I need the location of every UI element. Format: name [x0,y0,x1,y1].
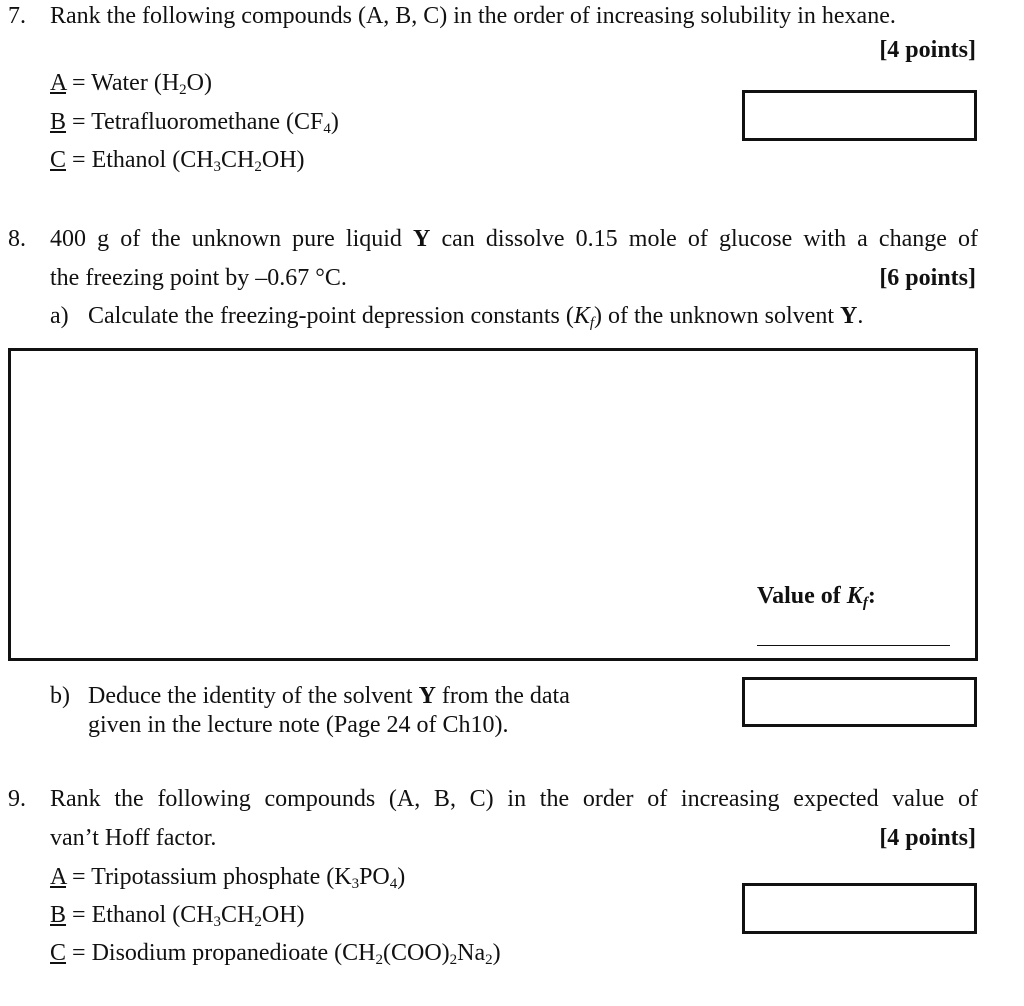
q7-option-b [50,108,339,136]
q9-answer-box[interactable] [742,883,977,934]
formula-subscript: 2 [449,952,458,968]
compound-name: Ethanol (CH [91,902,214,928]
formula-part: (COO) [383,940,450,966]
q8-number: 8. [8,226,26,252]
compound-name: Disodium propanedioate (CH [91,940,376,966]
kf-symbol: K [573,303,590,329]
kf-symbol: K [846,583,863,609]
q8-question-line2: the freezing point by –0.67 °C. [50,265,347,291]
option-letter: C [50,940,67,966]
q8b-answer-box[interactable] [742,677,977,727]
q9-option-b [50,901,305,929]
formula-subscript: 3 [213,159,222,175]
solvent-y: Y [418,683,436,709]
compound-name: Ethanol (CH [91,147,214,173]
colon: : [867,583,876,609]
compound-name: Water (H [91,70,180,96]
formula-part: ) [397,864,406,890]
q8b-text: Deduce the identity of the solvent [88,683,419,709]
q8a-question [88,302,863,330]
option-letter: B [50,902,67,928]
kf-value-line[interactable] [757,617,950,646]
q9-question-line1: Rank the following compounds (A, B, C) in the order of increasing expected value of [50,786,978,812]
formula-part: OH) [261,147,305,173]
compound-name: Tetrafluoromethane (CF [91,109,324,135]
option-letter: A [50,864,67,890]
compound-name: Tripotassium phosphate (K [91,864,352,890]
formula-subscript: 3 [213,914,222,930]
option-letter: B [50,109,67,135]
option-letter: A [50,70,67,96]
option-letter: C [50,147,67,173]
formula-part: CH [221,147,255,173]
q8a-label: a) [50,303,69,329]
solvent-y: Y [840,303,858,329]
q7-answer-box[interactable] [742,90,977,141]
formula-subscript: 4 [389,876,398,892]
q7-question: Rank the following compounds (A, B, C) in the order of increasing solubility in hexane. [50,3,896,29]
formula-subscript: 2 [254,914,262,930]
formula-subscript: 2 [179,82,187,98]
q9-option-c [50,939,501,967]
q7-option-a [50,69,212,97]
q8-text-cont: can dissolve 0.15 mole of glucose with a change of [430,226,978,252]
formula-part: Na [457,940,486,966]
q8b-question-line2: given in the lecture note (Page 24 of Ch10). [88,712,509,738]
formula-subscript: 2 [375,952,384,968]
q8-text: 400 g of the unknown pure liquid [50,226,414,252]
q7-points: [4 points] [879,37,976,63]
kf-subscript: f [862,595,868,611]
formula-subscript: 2 [254,159,262,175]
equals-sign: = [66,864,92,890]
formula-part: ) [492,940,501,966]
solvent-y: Y [413,226,431,252]
formula-part: ) [330,109,339,135]
q8a-text: Calculate the freezing-point depression constants ( [88,303,574,329]
q9-option-a [50,863,405,891]
q8a-work-box[interactable] [8,348,978,661]
q7-number: 7. [8,3,26,29]
formula-subscript: 3 [351,876,360,892]
formula-subscript: 2 [485,952,493,968]
equals-sign: = [66,147,92,173]
formula-part: PO [359,864,390,890]
q8-points: [6 points] [879,265,976,291]
formula-part: O) [186,70,212,96]
q9-question-line2: van’t Hoff factor. [50,825,217,851]
q8b-text-cont: from the data [435,683,570,709]
formula-part: CH [221,902,255,928]
q8b-question-line1 [88,682,570,710]
kf-value-label [757,582,876,610]
q8a-text-cont: ) of the unknown solvent [594,303,840,329]
q7-option-c [50,146,305,174]
formula-subscript: 4 [323,121,331,137]
q8b-label: b) [50,683,70,709]
q8a-period: . [857,303,864,329]
q8-question-line1 [50,225,978,253]
formula-part: OH) [261,902,305,928]
q9-points: [4 points] [879,825,976,851]
equals-sign: = [66,70,92,96]
equals-sign: = [66,109,92,135]
equals-sign: = [66,940,92,966]
q9-number: 9. [8,786,26,812]
value-of-label: Value of [757,583,847,609]
equals-sign: = [66,902,92,928]
kf-subscript: f [589,315,595,331]
